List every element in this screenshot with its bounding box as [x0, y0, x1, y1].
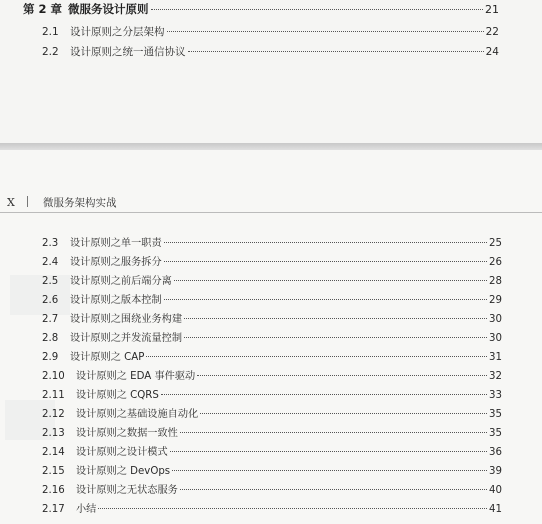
- section-page: 32: [489, 371, 502, 382]
- section-page: 31: [489, 352, 502, 363]
- section-page: 35: [489, 428, 502, 439]
- toc-entry[interactable]: [42, 44, 499, 59]
- section-number: 2.2: [42, 46, 59, 58]
- header-rule: [0, 212, 542, 213]
- running-head-title: 微服务架构实战: [43, 197, 117, 209]
- chapter-title: 微服务设计原则: [68, 2, 149, 16]
- section-page: 30: [489, 314, 502, 325]
- section-number: 2.6: [42, 295, 59, 306]
- section-title: 设计原则之围绕业务构建: [70, 314, 183, 325]
- section-number: 2.10: [42, 371, 65, 382]
- chapter-entry[interactable]: [23, 1, 499, 17]
- leader-dots: [188, 50, 484, 52]
- toc-entry[interactable]: [42, 310, 502, 325]
- section-number: 2.11: [42, 390, 65, 401]
- toc-entry[interactable]: [42, 253, 502, 268]
- leader-dots: [98, 507, 487, 509]
- section-page: 28: [489, 276, 502, 287]
- leader-dots: [146, 355, 487, 357]
- toc-entry[interactable]: [42, 443, 502, 458]
- toc-entry[interactable]: [42, 329, 502, 344]
- toc-entry[interactable]: [42, 386, 502, 401]
- leader-dots: [184, 336, 487, 338]
- section-number: 2.13: [42, 428, 65, 439]
- section-number: 2.16: [42, 485, 65, 496]
- page-gap: [0, 143, 542, 150]
- leader-dots: [151, 8, 483, 10]
- toc-entry[interactable]: [42, 405, 502, 420]
- section-page: 35: [489, 409, 502, 420]
- leader-dots: [164, 298, 487, 300]
- toc-page-top: [0, 0, 542, 143]
- leader-dots: [170, 450, 487, 452]
- leader-dots: [174, 279, 487, 281]
- toc-page-bottom: [0, 150, 542, 524]
- section-title: 设计原则之版本控制: [70, 295, 162, 306]
- toc-entry[interactable]: [42, 348, 502, 363]
- section-page: 22: [485, 26, 499, 38]
- section-number: 2.7: [42, 314, 59, 325]
- section-title: 设计原则之分层架构: [70, 26, 165, 38]
- section-page: 39: [489, 466, 502, 477]
- section-title: 小结: [76, 504, 97, 515]
- leader-dots: [161, 393, 487, 395]
- section-title: 设计原则之数据一致性: [76, 428, 178, 439]
- section-number: 2.5: [42, 276, 59, 287]
- chapter-page: 21: [485, 3, 499, 16]
- toc-entry[interactable]: [42, 462, 502, 477]
- section-number: 2.1: [42, 26, 59, 38]
- section-number: 2.9: [42, 352, 59, 363]
- leader-dots: [164, 260, 487, 262]
- section-title: 设计原则之单一职责: [70, 238, 162, 249]
- leader-dots: [180, 488, 487, 490]
- section-title: 设计原则之无状态服务: [76, 485, 178, 496]
- section-title: 设计原则之前后端分离: [70, 276, 172, 287]
- toc-entry[interactable]: [42, 367, 502, 382]
- section-number: 2.17: [42, 504, 65, 515]
- section-page: 40: [489, 485, 502, 496]
- leader-dots: [197, 374, 487, 376]
- section-page: 24: [485, 46, 499, 58]
- toc-entry[interactable]: [42, 272, 502, 287]
- section-title: 设计原则之服务拆分: [70, 257, 162, 268]
- section-page: 25: [489, 238, 502, 249]
- section-page: 41: [489, 504, 502, 515]
- section-title: 设计原则之并发流量控制: [70, 333, 183, 344]
- section-number: 2.14: [42, 447, 65, 458]
- section-page: 29: [489, 295, 502, 306]
- toc-entry[interactable]: [42, 24, 499, 39]
- leader-dots: [180, 431, 487, 433]
- section-page: 33: [489, 390, 502, 401]
- leader-dots: [172, 469, 487, 471]
- toc-entry[interactable]: [42, 234, 502, 249]
- leader-dots: [200, 412, 487, 414]
- toc-entry[interactable]: [42, 500, 502, 515]
- section-number: 2.15: [42, 466, 65, 477]
- section-number: 2.12: [42, 409, 65, 420]
- header-divider: [27, 196, 28, 207]
- toc-entry[interactable]: [42, 481, 502, 496]
- leader-dots: [164, 241, 487, 243]
- leader-dots: [167, 30, 484, 32]
- section-page: 36: [489, 447, 502, 458]
- section-number: 2.4: [42, 257, 59, 268]
- section-page: 30: [489, 333, 502, 344]
- leader-dots: [184, 317, 487, 319]
- section-page: 26: [489, 257, 502, 268]
- section-title: 设计原则之基础设施自动化: [76, 409, 199, 420]
- section-title: 设计原则之 DevOps: [76, 466, 171, 477]
- toc-entry[interactable]: [42, 291, 502, 306]
- section-title: 设计原则之 EDA 事件驱动: [76, 371, 196, 382]
- section-title: 设计原则之统一通信协议: [70, 46, 186, 58]
- section-title: 设计原则之 CQRS: [76, 390, 159, 401]
- toc-entry[interactable]: [42, 424, 502, 439]
- section-title: 设计原则之 CAP: [70, 352, 145, 363]
- section-title: 设计原则之设计模式: [76, 447, 168, 458]
- page-marker: X: [7, 196, 15, 209]
- section-number: 2.3: [42, 238, 59, 249]
- chapter-number: 第 2 章: [23, 2, 63, 16]
- section-number: 2.8: [42, 333, 59, 344]
